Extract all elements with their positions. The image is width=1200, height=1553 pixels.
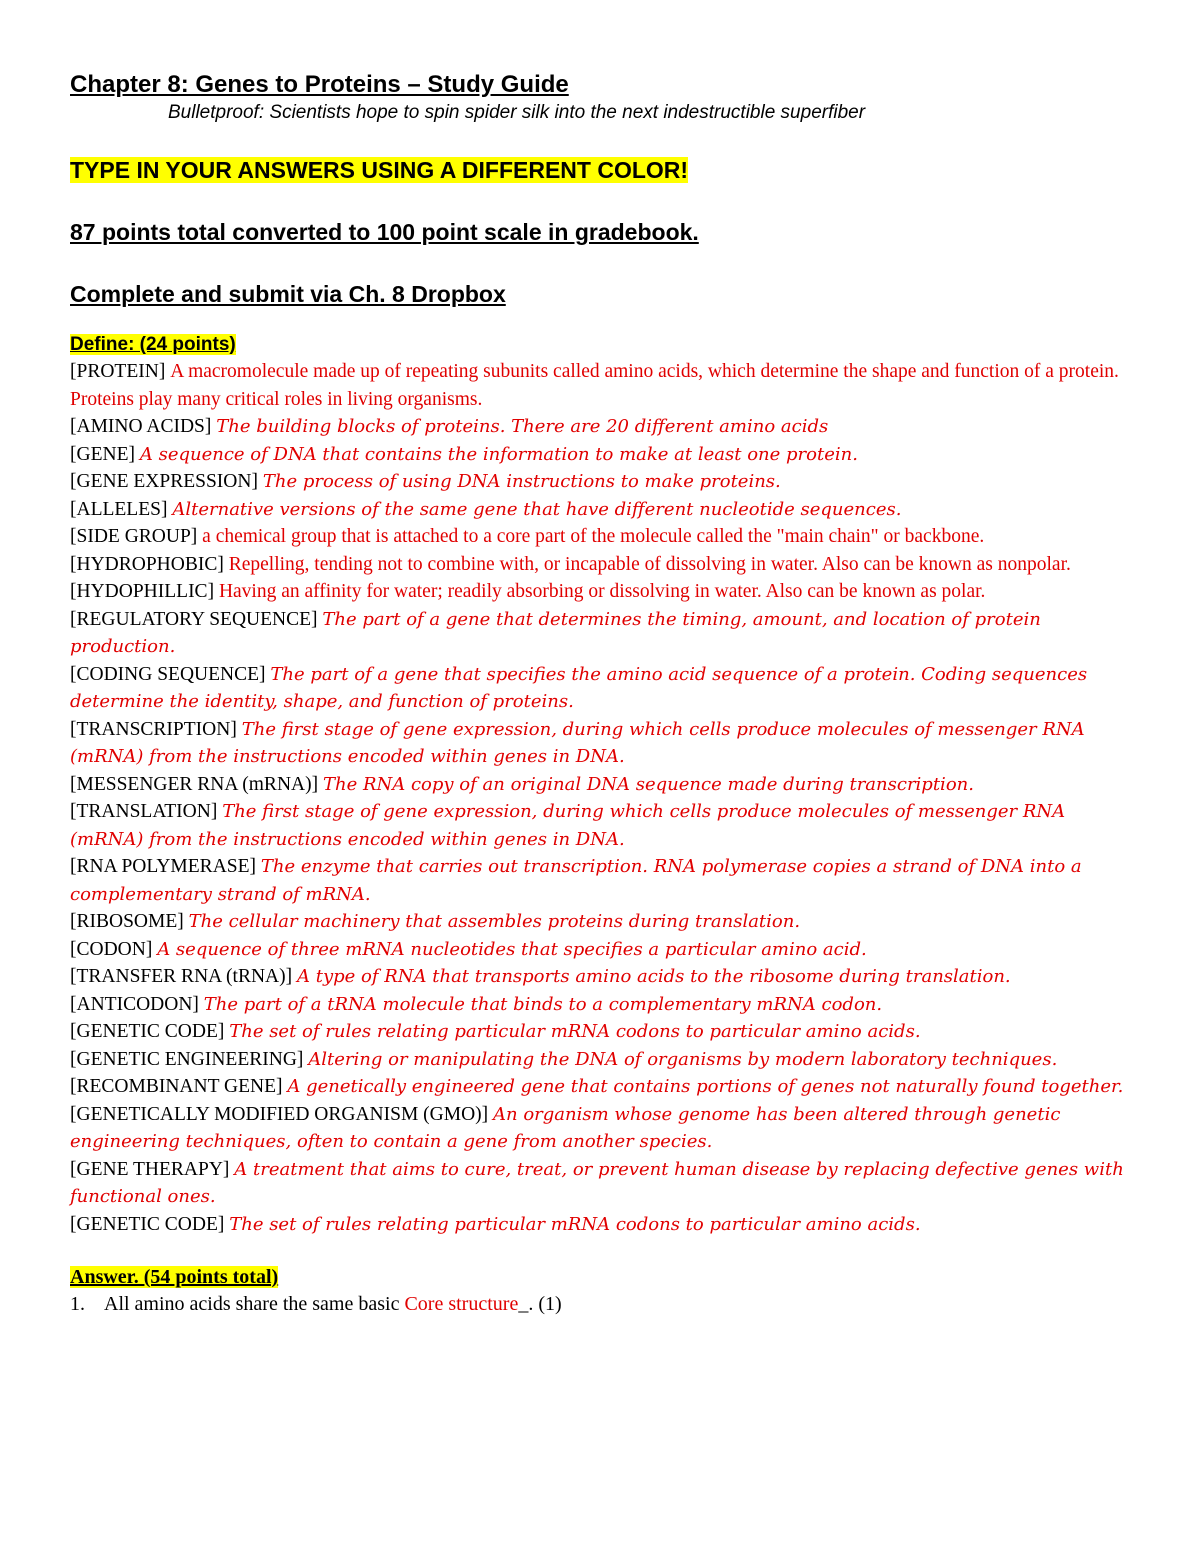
definition-answer[interactable]: A type of RNA that transports amino acids to the ribosome during translation.: [296, 966, 1011, 987]
definition-term: [GENE]: [70, 443, 135, 465]
question-item: [70, 1290, 1140, 1318]
definition-term: [HYDROPHOBIC]: [70, 553, 224, 575]
answer-heading: [70, 1264, 1140, 1290]
definition-item: [70, 771, 1140, 799]
question-number: 1.: [70, 1293, 85, 1315]
definition-answer[interactable]: The part of a tRNA molecule that binds to a complementary mRNA codon.: [203, 993, 883, 1015]
definition-answer[interactable]: A genetically engineered gene that contains portions of genes not naturally found together.: [287, 1076, 1124, 1097]
definition-item: [70, 1073, 1140, 1101]
question-suffix: _. (1): [518, 1293, 562, 1315]
page-subtitle: Bulletproof: Scientists hope to spin spider silk into the next indestructible superfiber: [168, 102, 866, 123]
definition-answer[interactable]: The cellular machinery that assembles proteins during translation.: [188, 911, 801, 932]
definition-answer[interactable]: The part of a gene that determines the timing, amount, and location of protein production.: [70, 608, 1041, 657]
definition-answer[interactable]: The set of rules relating particular mRNA codons to particular amino acids.: [229, 1021, 921, 1042]
definition-answer[interactable]: The enzyme that carries out transcription. RNA polymerase copies a strand of DNA into a complementary strand of mRNA.: [70, 856, 1082, 905]
definition-term: [TRANSLATION]: [70, 801, 218, 822]
page-title: Chapter 8: Genes to Proteins – Study Guide: [70, 71, 569, 98]
definition-item: [70, 523, 1140, 551]
definition-answer[interactable]: Altering or manipulating the DNA of organisms by modern laboratory techniques.: [308, 1048, 1058, 1070]
definition-item: [70, 441, 1140, 469]
definition-term: [TRANSCRIPTION]: [70, 718, 237, 740]
document-content: [70, 70, 1140, 1318]
definition-answer[interactable]: Having an affinity for water; readily absorbing or dissolving in water. Also can be known as polar.: [218, 581, 986, 602]
definition-item: [70, 413, 1140, 441]
definition-item: [70, 1156, 1140, 1211]
question-list: [70, 1290, 1140, 1318]
definition-answer[interactable]: The building blocks of proteins. There are 20 different amino acids: [216, 416, 829, 437]
definition-answer[interactable]: The first stage of gene expression, during which cells produce molecules of messenger RNA (mRNA) from the instructions encoded within genes in DNA.: [70, 718, 1085, 767]
definition-item: [70, 798, 1140, 853]
definition-item: [70, 991, 1140, 1019]
definition-term: [GENETIC ENGINEERING]: [70, 1048, 304, 1070]
definition-item: [70, 661, 1140, 716]
definition-term: [ANTICODON]: [70, 993, 199, 1015]
answer-heading-text: Answer. (54 points total): [70, 1266, 279, 1288]
definition-item: [70, 551, 1140, 579]
definition-item: [70, 1018, 1140, 1046]
definition-answer[interactable]: An organism whose genome has been altered through genetic engineering techniques, often to contain a gene from another species.: [70, 1103, 1061, 1152]
definition-answer[interactable]: A sequence of three mRNA nucleotides that specifies a particular amino acid.: [157, 938, 867, 960]
define-heading-text: Define: (24 points): [70, 334, 236, 355]
definition-term: [GENETICALLY MODIFIED ORGANISM (GMO)]: [70, 1103, 489, 1125]
definition-answer[interactable]: a chemical group that is attached to a core part of the molecule called the "main chain" or backbone.: [202, 526, 985, 547]
definition-term: [AMINO ACIDS]: [70, 416, 212, 437]
definition-item: [70, 606, 1140, 661]
definition-item: [70, 358, 1140, 413]
points-note: 87 points total converted to 100 point scale in gradebook.: [70, 219, 699, 245]
definition-answer[interactable]: The part of a gene that specifies the amino acid sequence of a protein. Coding sequences determine the identity, shape, and function of proteins.: [70, 663, 1088, 712]
definition-term: [RECOMBINANT GENE]: [70, 1076, 283, 1097]
definition-term: [GENE THERAPY]: [70, 1158, 230, 1180]
definition-answer[interactable]: A sequence of DNA that contains the information to make at least one protein.: [139, 443, 858, 465]
definition-item: [70, 908, 1140, 936]
definition-answer[interactable]: The process of using DNA instructions to make proteins.: [262, 471, 781, 492]
definition-term: [HYDOPHILLIC]: [70, 581, 215, 602]
definition-item: [70, 1211, 1140, 1239]
definition-term: [GENE EXPRESSION]: [70, 471, 258, 492]
definition-term: [RNA POLYMERASE]: [70, 856, 257, 877]
definition-item: [70, 1046, 1140, 1074]
definition-item: [70, 716, 1140, 771]
definition-term: [MESSENGER RNA (mRNA)]: [70, 773, 319, 795]
definition-term: [ALLELES]: [70, 498, 168, 520]
color-instruction-text: TYPE IN YOUR ANSWERS USING A DIFFERENT COLOR!: [70, 157, 689, 183]
definition-term: [CODON]: [70, 938, 153, 960]
question-prompt: All amino acids share the same basic: [104, 1293, 405, 1315]
definition-term: [TRANSFER RNA (tRNA)]: [70, 966, 293, 987]
definition-term: [SIDE GROUP]: [70, 526, 198, 547]
definition-answer[interactable]: Repelling, tending not to combine with, or incapable of dissolving in water. Also can be known as nonpolar.: [228, 553, 1071, 575]
definition-answer[interactable]: The first stage of gene expression, during which cells produce molecules of messenger RNA (mRNA) from the instructions encoded within genes in DNA.: [70, 801, 1066, 850]
definition-list: [70, 358, 1140, 1238]
definition-answer[interactable]: The set of rules relating particular mRNA codons to particular amino acids.: [229, 1213, 921, 1235]
definition-term: [GENETIC CODE]: [70, 1021, 225, 1042]
submit-note: Complete and submit via Ch. 8 Dropbox: [70, 281, 506, 307]
definition-answer[interactable]: The RNA copy of an original DNA sequence made during transcription.: [322, 773, 974, 795]
definition-term: [CODING SEQUENCE]: [70, 663, 266, 685]
definition-item: [70, 936, 1140, 964]
question-answer[interactable]: Core structure: [404, 1293, 519, 1315]
definition-answer[interactable]: A macromolecule made up of repeating subunits called amino acids, which determine the shape and function of a protein. Proteins play many critical roles in living organisms.: [70, 361, 1119, 410]
definition-item: [70, 1101, 1140, 1156]
definition-item: [70, 578, 1140, 606]
color-instruction: [70, 156, 1140, 184]
define-heading: [70, 332, 1140, 358]
definition-term: [PROTEIN]: [70, 361, 166, 382]
definition-item: [70, 853, 1140, 908]
definition-item: [70, 496, 1140, 524]
definition-term: [REGULATORY SEQUENCE]: [70, 608, 318, 630]
definition-term: [GENETIC CODE]: [70, 1213, 225, 1235]
definition-item: [70, 468, 1140, 496]
definition-item: [70, 963, 1140, 991]
definition-answer[interactable]: A treatment that aims to cure, treat, or prevent human disease by replacing defective genes with functional ones.: [70, 1158, 1124, 1207]
definition-answer[interactable]: Alternative versions of the same gene that have different nucleotide sequences.: [172, 498, 902, 520]
definition-term: [RIBOSOME]: [70, 911, 184, 932]
